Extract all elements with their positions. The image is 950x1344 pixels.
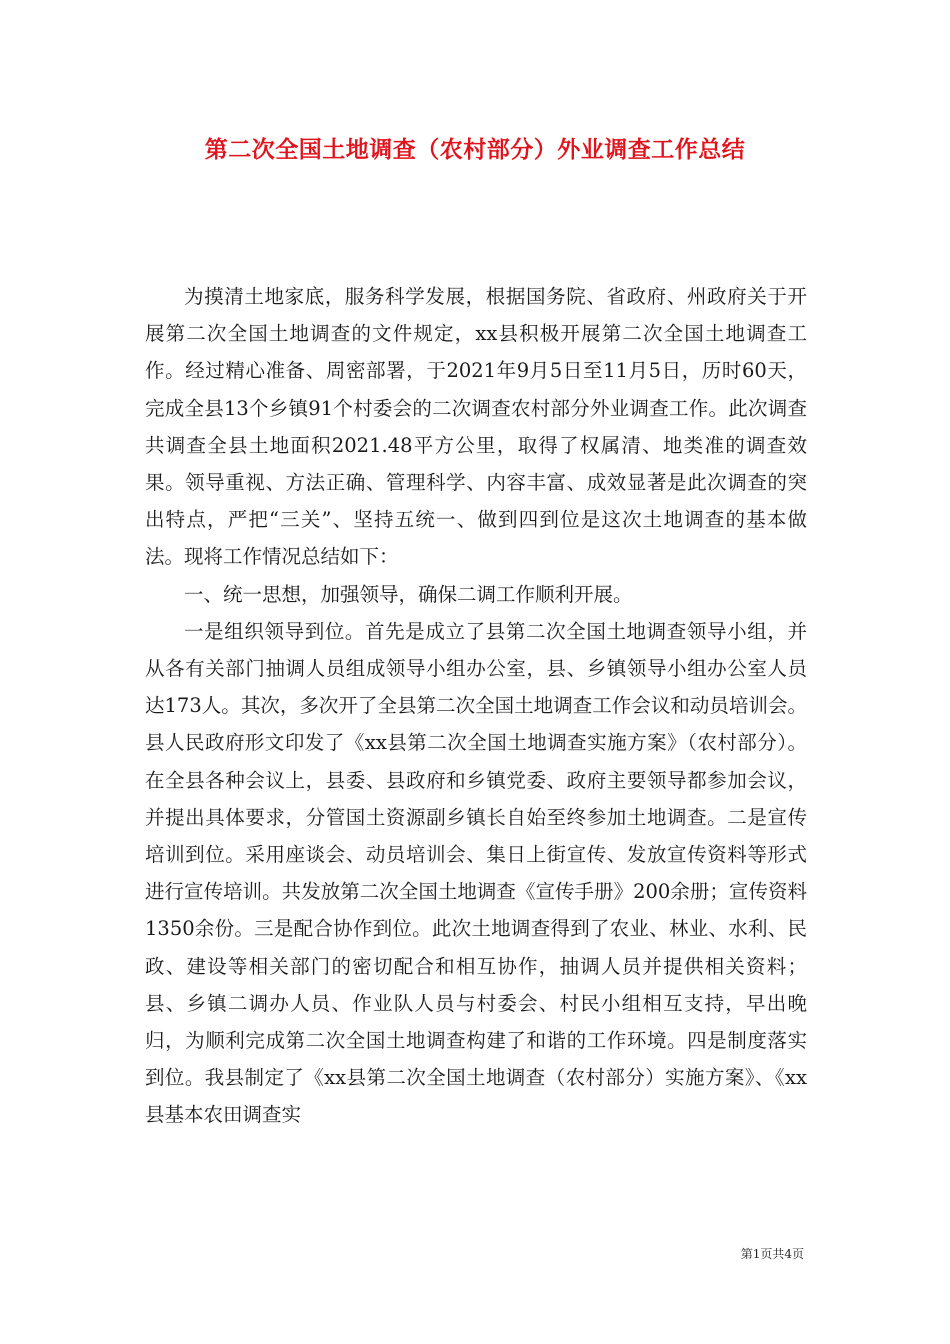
paragraph-section-content: 一是组织领导到位。首先是成立了县第二次全国土地调查领导小组，并从各有关部门抽调人员组成领导小组办公室，县、乡镇领导小组办公室人员达173人。其次，多次开了全县第二次全国土地调查工作会议和动员培训会。县人民政府形文印发了《xx县第二次全国土地调查实施方案》（农村部分）。在全县各种会议上，县委、县政府和乡镇党委、政府主要领导都参加会议，并提出具体要求，分管国土资源副乡镇长自始至终参加土地调查。二是宣传培训到位。采用座谈会、动员培训会、集日上街宣传、发放宣传资料等形式进行宣传培训。共发放第二次全国土地调查《宣传手册》200余册；宣传资料1350余份。三是配合协作到位。此次土地调查得到了农业、林业、水利、民政、建设等相关部门的密切配合和相互协作，抽调人员并提供相关资料；县、乡镇二调办人员、作业队人员与村委会、村民小组相互支持，早出晚归，为顺利完成第二次全国土地调查构建了和谐的工作环境。四是制度落实到位。我县制定了《xx县第二次全国土地调查（农村部分）实施方案》、《xx县基本农田调查实 bbox=[145, 619, 807, 1127]
paragraph-intro: 为摸清土地家底，服务科学发展，根据国务院、省政府、州政府关于开展第二次全国土地调查的文件规定，xx县积极开展第二次全国土地调查工作。经过精心准备、周密部署，于2021年9月5日至11月5日，历时60天，完成全县13个乡镇91个村委会的二次调查农村部分外业调查工作。此次调查共调查全县土地面积2021.48平方公里，取得了权属清、地类准的调查效果。领导重视、方法正确、管理科学、内容丰富、成效显著是此次调查的突出特点，严把“三关”、坚持五统一、做到四到位是这次土地调查的基本做法。现将工作情况总结如下： bbox=[145, 285, 807, 569]
page-number: 第1页共4页 bbox=[740, 1247, 804, 1261]
paragraph-section-heading: 一、统一思想，加强领导，确保二调工作顺利开展。 bbox=[184, 582, 633, 606]
document-title: 第二次全国土地调查（农村部分）外业调查工作总结 bbox=[204, 136, 746, 163]
document-body bbox=[145, 278, 807, 1134]
